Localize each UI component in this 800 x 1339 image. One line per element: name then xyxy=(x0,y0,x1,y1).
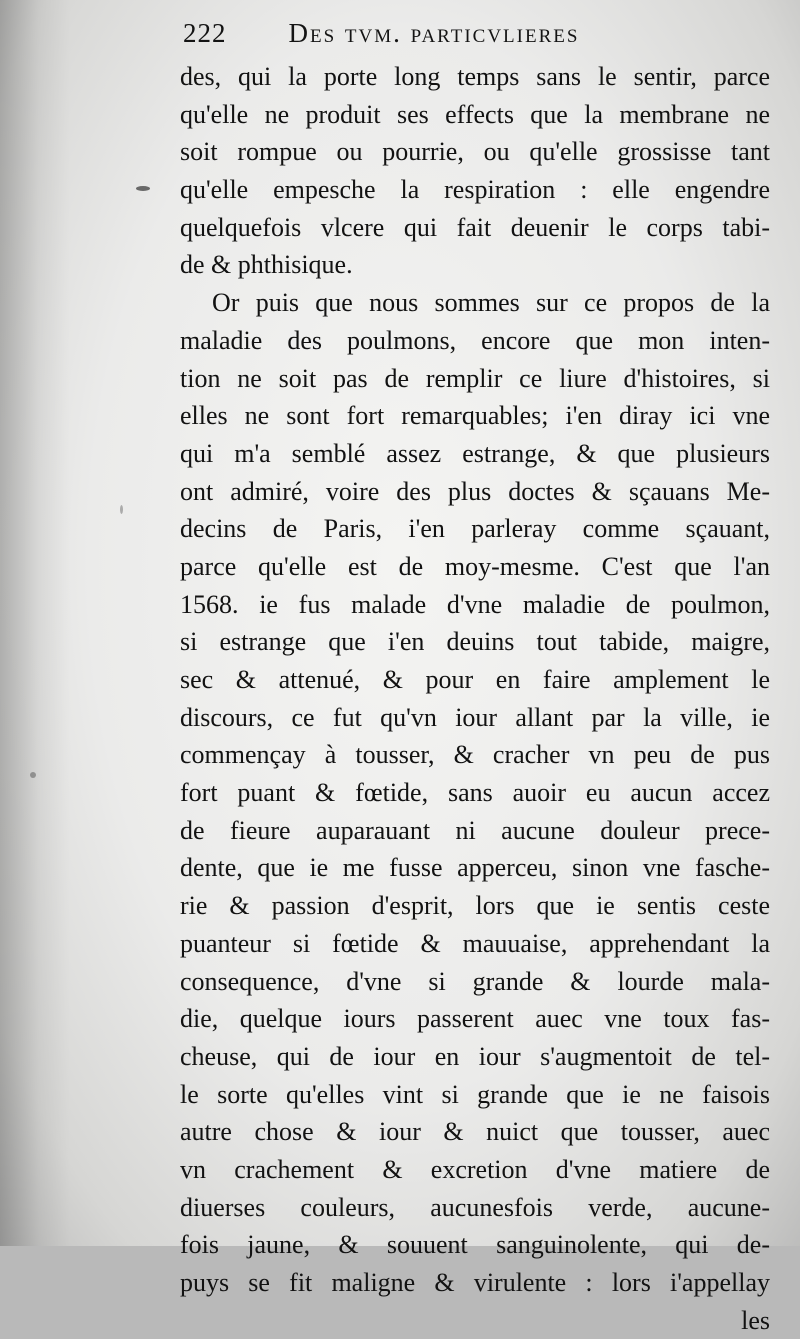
text-line: maladie des poulmons, encore que mon inten- xyxy=(180,325,770,355)
text-line: qu'elle ne produit ses effects que la membrane ne xyxy=(180,99,770,129)
text-line: si estrange que i'en deuins tout tabide, maigre, xyxy=(180,627,770,657)
running-header xyxy=(183,18,683,49)
catchword: les xyxy=(741,1305,770,1335)
page-number: 222 xyxy=(183,18,227,48)
text-line: consequence, d'vne si grande & lourde mala- xyxy=(180,966,770,996)
text-line: rie & passion d'esprit, lors que ie sentis ceste xyxy=(180,891,770,921)
text-line: autre chose & iour & nuict que tousser, auec xyxy=(180,1117,770,1147)
text-line: fois jaune, & souuent sanguinolente, qui de- xyxy=(180,1230,770,1260)
text-line: des, qui la porte long temps sans le sentir, parce xyxy=(180,62,770,91)
text-line: commençay à tousser, & cracher vn peu de pus xyxy=(180,740,770,770)
text-line: le sorte qu'elles vint si grande que ie ne faisois xyxy=(180,1079,770,1109)
gutter-shadow xyxy=(0,0,70,1246)
text-line: die, quelque iours passerent auec vne toux fas- xyxy=(180,1004,770,1034)
text-line: puys se fit maligne & virulente : lors i'appellay xyxy=(180,1268,770,1297)
text-line: quelquefois vlcere qui fait deuenir le corps tabi- xyxy=(180,212,770,242)
text-line: fort puant & fœtide, sans auoir eu aucun accez xyxy=(180,778,770,808)
text-line: puanteur si fœtide & mauuaise, apprehendant la xyxy=(180,928,770,958)
ink-speck xyxy=(120,505,123,514)
text-line: discours, ce fut qu'vn iour allant par la ville, ie xyxy=(180,702,770,732)
text-line: dente, que ie me fusse apperceu, sinon vne fasche- xyxy=(180,853,770,883)
text-line: diuerses couleurs, aucunesfois verde, aucune- xyxy=(180,1192,770,1222)
text-line: tion ne soit pas de remplir ce liure d'histoires, si xyxy=(180,363,770,393)
text-line: sec & attenué, & pour en faire amplement le xyxy=(180,665,770,694)
text-line: qui m'a semblé assez estrange, & que plusieurs xyxy=(180,438,770,468)
text-line: parce qu'elle est de moy-mesme. C'est que l'an xyxy=(180,551,770,581)
text-line: cheuse, qui de iour en iour s'augmentoit de tel- xyxy=(180,1041,770,1071)
text-line: de fieure auparauant ni aucune douleur prece- xyxy=(180,815,770,845)
text-line: ont admiré, voire des plus doctes & sçauans Me- xyxy=(180,476,770,506)
text-line: 1568. ie fus malade d'vne maladie de poulmon, xyxy=(180,589,770,619)
text-line: de & phthisique. xyxy=(180,250,353,280)
text-line: soit rompue ou pourrie, ou qu'elle grossisse tant xyxy=(180,137,770,167)
ink-speck xyxy=(136,186,150,191)
paragraph-start-line: Or puis que nous sommes sur ce propos de la xyxy=(212,288,770,318)
body-text xyxy=(180,58,770,1339)
text-line: vn crachement & excretion d'vne matiere de xyxy=(180,1154,770,1184)
ink-speck xyxy=(30,772,36,778)
text-line: qu'elle empesche la respiration : elle engendre xyxy=(180,175,770,205)
text-line: elles ne sont fort remarquables; i'en diray ici vne xyxy=(180,401,770,431)
running-head-title: Des tvm. particvlieres xyxy=(288,18,580,48)
text-line: decins de Paris, i'en parleray comme sçauant, xyxy=(180,514,770,544)
